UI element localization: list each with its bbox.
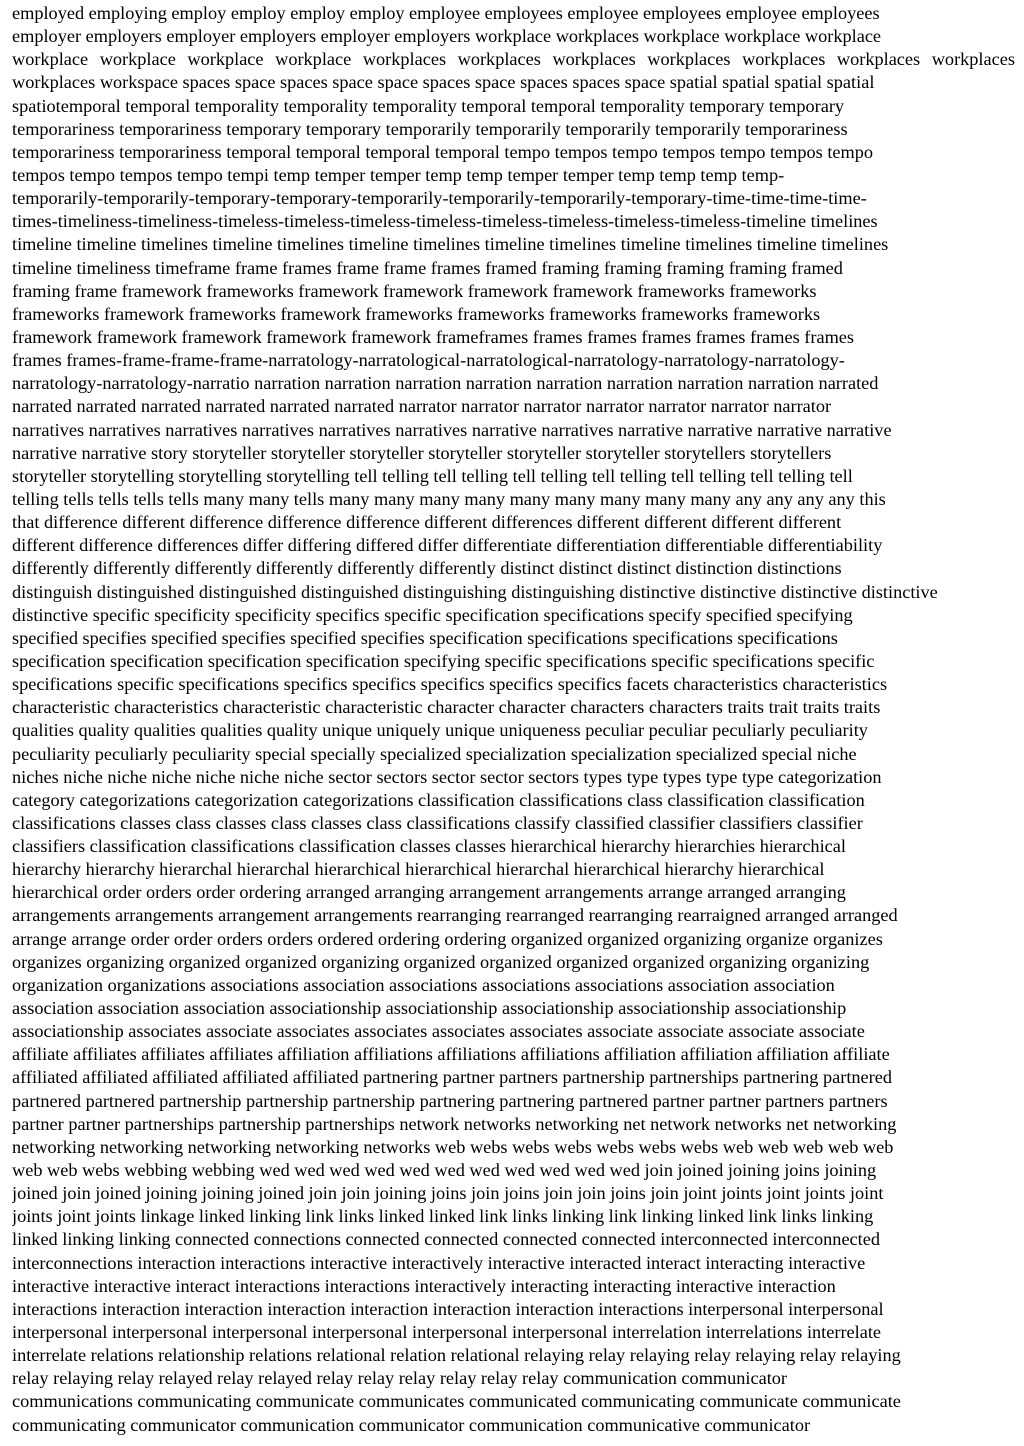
text-line: networking networking networking networking networks web webs webs webs webs webs webs web web web web web — [12, 1136, 894, 1157]
text-line: organizes organizing organized organized organizing organized organized organized organized organizing organizing — [12, 951, 870, 972]
text-line: characteristic characteristics characteristic characteristic character character characters characters traits trait traits traits — [12, 697, 881, 718]
text-line: arrange arrange order order orders orders ordered ordering ordering organized organized organizing organize organizes — [12, 928, 883, 949]
text-line: telling tells tells tells tells many many tells many many many many many many many many many any any any any this — [12, 488, 886, 509]
text-line: narratology-narratology-narratio narration narration narration narration narration narration narration narration narrated — [12, 373, 879, 394]
text-line: web web webs webbing webbing wed wed wed wed wed wed wed wed wed wed wed join joined joining joins joining — [12, 1160, 877, 1181]
text-line: distinctive specific specificity specificity specifics specific specification specifications specify specified specifying — [12, 604, 853, 625]
text-line: category categorizations categorization categorizations classification classifications class classification classification — [12, 789, 865, 810]
text-line: framing frame framework frameworks framework framework framework framework frameworks frameworks — [12, 280, 817, 301]
text-line: employer employers employer employers employer employers workplace workplaces workplace workplace workplace — [12, 26, 882, 47]
text-line: distinguish distinguished distinguished distinguished distinguishing distinguishing distinctive distinctive distinctive distinctive — [12, 581, 938, 602]
text-line: arrangements arrangements arrangement arrangements rearranging rearranged rearranging rearraigned arranged arranged — [12, 905, 898, 926]
text-line: specifications specific specifications specifics specifics specifics specifics specifics facets characteristics characteristics — [12, 674, 888, 695]
text-line: differently differently differently differently differently differently distinct distinct distinct distinction distinctions — [12, 558, 842, 579]
text-line: interconnections interaction interactions interactive interactively interactive interacted interact interacting interactive — [12, 1252, 866, 1273]
text-line: hierarchical order orders order ordering arranged arranging arrangement arrangements arrange arranged arranging — [12, 882, 846, 903]
text-line: tempos tempo tempos tempo tempi temp temper temper temp temp temper temper temp temp temp temp- — [12, 164, 785, 185]
text-line: classifications classes class classes class classes class classifications classify classified classifier classifiers classifier — [12, 812, 863, 833]
text-line: different difference differences differ differing differed differ differentiate differentiation differentiable differentiability — [12, 535, 883, 556]
text-line: communications communicating communicate communicates communicated communicating communicate communicate — [12, 1391, 901, 1412]
text-line: temporarily-temporarily-temporary-temporary-temporarily-temporarily-temporarily-temporary-time-time-time-time- — [12, 188, 867, 209]
text-line: affiliate affiliates affiliates affiliates affiliation affiliations affiliations affiliations affiliation affiliation affiliation affiliate — [12, 1044, 890, 1065]
text-line: frames frames-frame-frame-frame-narratology-narratological-narratological-narratology-narratology-narratology- — [12, 350, 845, 371]
text-line: workplace workplace workplace workplace workplaces workplaces workplaces workplaces workplaces workplaces workplaces — [12, 49, 1015, 70]
text-line: association association association associationship associationship associationship associationship associationship — [12, 998, 847, 1019]
text-line: timeline timeliness timeframe frame frames frame frame frames framed framing framing framing framing framed — [12, 257, 843, 278]
text-line: that difference different difference difference difference different differences different different different different — [12, 512, 842, 533]
text-line: timeline timeline timelines timeline timelines timeline timelines timeline timelines timeline timelines timeline timelines — [12, 234, 889, 255]
text-line: interactive interactive interact interactions interactions interactively interacting interacting interactive interaction — [12, 1275, 836, 1296]
text-line: organization organizations associations association associations associations associations association association — [12, 974, 835, 995]
text-line: partnered partnered partnership partnership partnership partnering partnering partnered partner partner partners partners — [12, 1090, 888, 1111]
text-line: workplaces workspace spaces space spaces space space spaces space spaces spaces space spatial spatial spatial spatial — [12, 72, 875, 93]
text-line: peculiarity peculiarly peculiarity special specially specialized specialization specialization specialized special niche — [12, 743, 857, 764]
text-line: associationship associates associate associates associates associates associates associate associate associate associate — [12, 1021, 865, 1042]
text-line: narrative narrative story storyteller storyteller storyteller storyteller storyteller storyteller storytellers storytellers — [12, 442, 832, 463]
text-line: linked linking linking connected connections connected connected connected connected interconnected interconnected — [12, 1229, 881, 1250]
text-line: classifiers classification classifications classification classes classes hierarchical hierarchy hierarchies hierarchical — [12, 836, 846, 857]
text-line: affiliated affiliated affiliated affiliated affiliated partnering partner partners partnership partnerships partnering partnered — [12, 1067, 892, 1088]
text-line: storyteller storytelling storytelling storytelling tell telling tell telling tell telling tell telling tell telling tell telling tell — [12, 465, 853, 486]
text-line: relay relaying relay relayed relay relayed relay relay relay relay relay relay communication communicator — [12, 1368, 788, 1389]
text-line: specification specification specification specification specifying specific specifications specific specifications specific — [12, 650, 875, 671]
text-line: narratives narratives narratives narratives narratives narratives narrative narratives narrative narrative narrative narrative — [12, 419, 892, 440]
text-line: temporariness temporariness temporal temporal temporal temporal tempo tempos tempo tempos tempo tempos tempo — [12, 141, 874, 162]
text-line: times-timeliness-timeliness-timeless-timeless-timeless-timeless-timeless-timeless-timeless-timeless-timeline timelines — [12, 211, 878, 232]
text-line: interpersonal interpersonal interpersonal interpersonal interpersonal interpersonal interrelation interrelations interrelate — [12, 1322, 882, 1343]
text-line: qualities quality qualities qualities quality unique uniquely unique uniqueness peculiar peculiar peculiarly peculiarity — [12, 720, 868, 741]
text-line: interactions interaction interaction interaction interaction interaction interaction interactions interpersonal interpersonal — [12, 1298, 884, 1319]
text-line: joined join joined joining joining joined join join joining joins join joins join join joins join joint joints joint joints joint — [12, 1183, 884, 1204]
text-line: frameworks framework frameworks framework frameworks frameworks frameworks frameworks frameworks — [12, 303, 821, 324]
text-line: interrelate relations relationship relations relational relation relational relaying relay relaying relay relaying relay relaying — [12, 1345, 901, 1366]
text-line: specified specifies specified specifies specified specifies specification specifications specifications specifications — [12, 627, 838, 648]
text-line: temporariness temporariness temporary temporary temporarily temporarily temporarily temporarily temporariness — [12, 118, 848, 139]
text-line: partner partner partnerships partnership partnerships network networks networking net network networks net networking — [12, 1113, 897, 1134]
text-line: framework framework framework framework framework frameframes frames frames frames frames frames frames — [12, 326, 855, 347]
text-line: narrated narrated narrated narrated narrated narrated narrator narrator narrator narrator narrator narrator narrator — [12, 396, 832, 417]
text-line: communicating communicator communication communicator communication communicative communicator — [12, 1414, 811, 1435]
text-line: employed employing employ employ employ employ employee employees employee employees employee employees — [12, 3, 880, 23]
text-line: hierarchy hierarchy hierarchal hierarchal hierarchical hierarchical hierarchal hierarchical hierarchy hierarchical — [12, 859, 825, 880]
text-line: niches niche niche niche niche niche niche sector sectors sector sector sectors types type types type type categorization — [12, 766, 882, 787]
text-line: joints joint joints linkage linked linking link links linked linked link links linking link linking linked link links linking — [12, 1206, 874, 1227]
text-line: spatiotemporal temporal temporality temporality temporality temporal temporal temporality temporary temporary — [12, 95, 845, 116]
